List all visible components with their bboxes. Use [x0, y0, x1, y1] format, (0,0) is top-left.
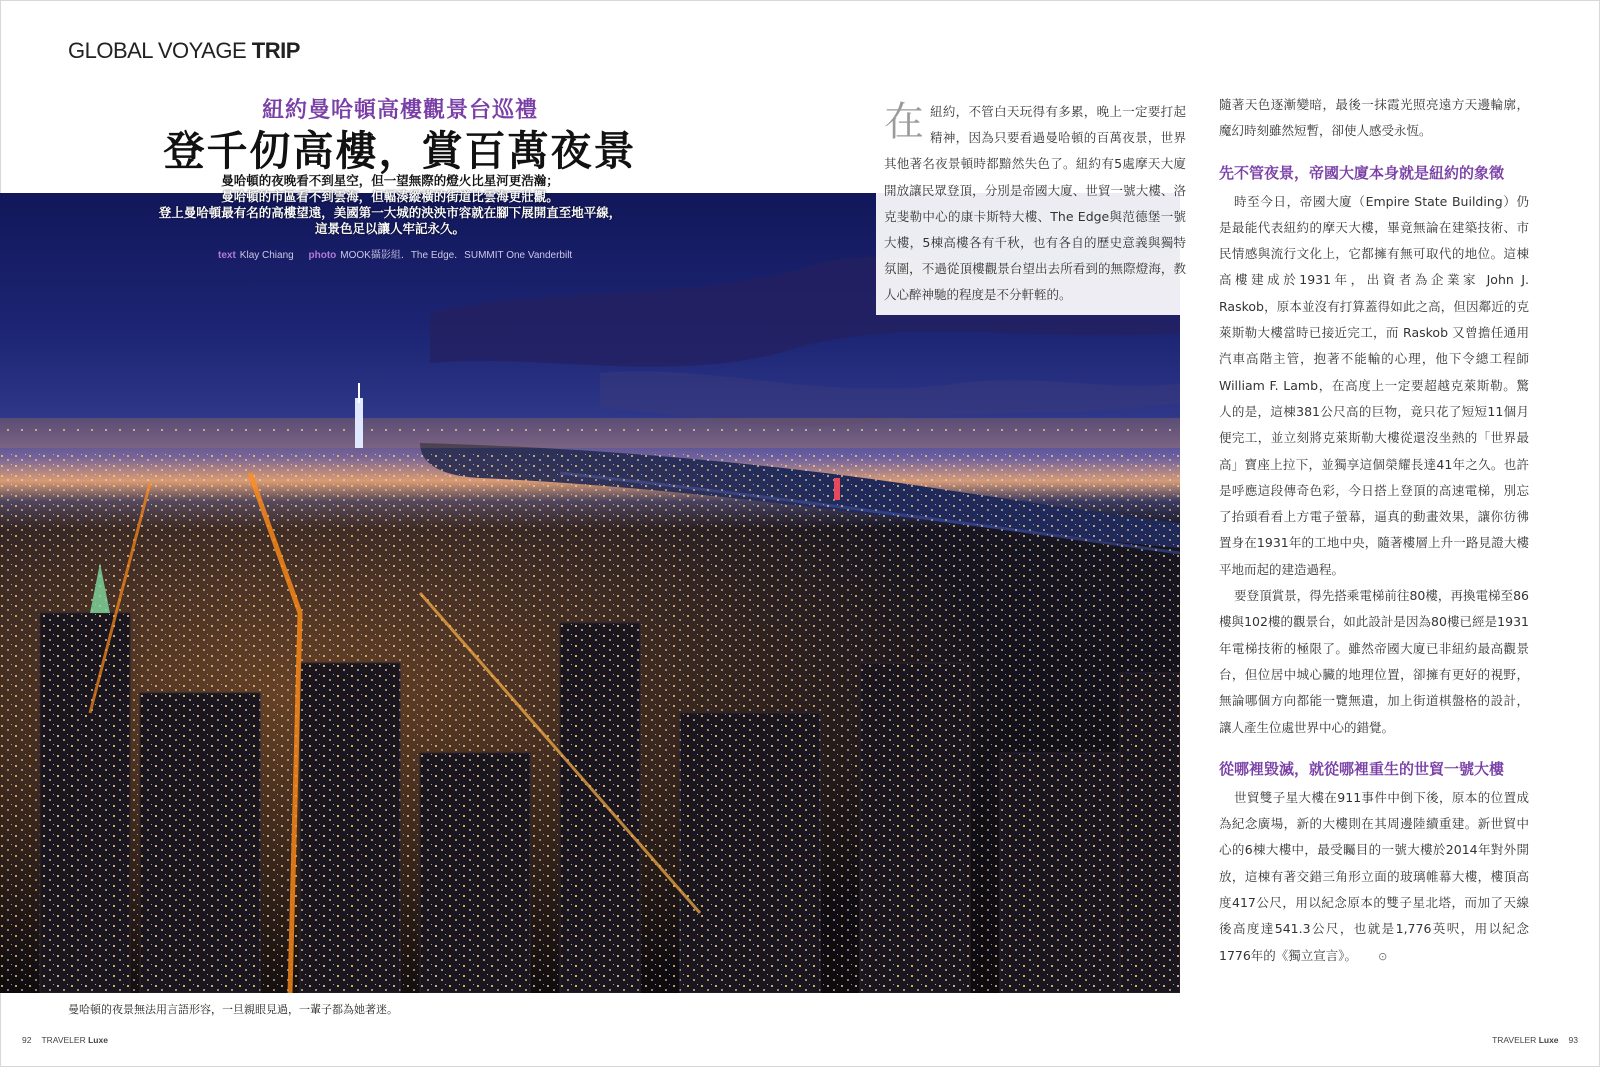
brand-light: GLOBAL VOYAGE: [68, 38, 247, 63]
paragraph-1: 隨著天色逐漸變暗，最後一抹霞光照亮遠方天邊輪廓，魔幻時刻雖然短暫，卻使人感受永恆。: [1219, 97, 1529, 139]
deck-line-3: 登上曼哈頓最有名的高樓望遠，美國第一大城的泱泱市容就在腳下展開直至地平線，: [158, 205, 622, 220]
magazine-name-right: TRAVELER Luxe: [1492, 1035, 1559, 1045]
credit-photo-label: photo: [308, 250, 337, 261]
deck-line-4: 這景色足以讓人牢記永久。: [314, 221, 465, 236]
subheading-empire-state: 先不管夜景，帝國大廈本身就是紐約的象徵: [1219, 163, 1505, 182]
section-brand: [68, 38, 300, 64]
credit-text-label: text: [218, 250, 236, 261]
paragraph-4: [1219, 785, 1529, 970]
intro-paragraph: [884, 99, 1186, 309]
deck-line-2: 曼哈頓的市區看不到雲海，但輻湊縱橫的街道比雲海更壯觀。: [221, 189, 559, 204]
intro-text: 紐約，不管白天玩得有多累，晚上一定要打起精神，因為只要看過曼哈頓的百萬夜景，世界其他著名夜景頓時都黯然失色了。紐約有5處摩天大廈開放讓民眾登頂，分別是帝國大廈、世貿一號大樓、洛克斐勒中心的康卡斯特大樓、The Edge與范德堡一號大樓，5棟高樓各有千秋，也有各自的歷史意義與獨特氛圍，不過從頂樓觀景台望出去所看到的無際燈海，教人心醉神馳的程度是不分軒輊的。: [884, 104, 1186, 303]
title-block: [100, 93, 700, 173]
kicker: 紐約曼哈頓高樓觀景台巡禮: [261, 98, 538, 123]
subheading-one-wtc: 從哪裡毀滅，就從哪裡重生的世貿一號大樓: [1219, 759, 1505, 778]
headline: 登千仞高樓，賞百萬夜景: [163, 127, 637, 175]
page-number-left: 92: [22, 1035, 32, 1045]
paragraph-3: 要登頂賞景，得先搭乘電梯前往80樓，再換電梯至86樓與102樓的觀景台，如此設計是因為80樓已經是1931年電梯技術的極限了。雖然帝國大廈已非紐約最高觀景台，但位居中城心臟的地理位置，卻擁有更好的視野，無論哪個方向都能一覽無遺，加上街道棋盤格的設計，讓人產生位處世界中心的錯覺。: [1219, 588, 1529, 735]
right-column: [1219, 92, 1529, 970]
credits: [218, 246, 584, 261]
end-mark-icon: ⊙: [1378, 949, 1388, 963]
credit-photo-name: MOOK攝影組．The Edge．SUMMIT One Vanderbilt: [340, 250, 573, 261]
paragraph-2: 時至今日，帝國大廈（Empire State Building）仍是最能代表紐約的摩天大樓，畢竟無論在建築技術、市民情感與流行文化上，它都擁有無可取代的地位。這棟高樓建成於1931年，出資者為企業家 John J. Raskob，原本並沒有打算蓋得如此之高，但因鄰近的克萊斯勒大樓當時已接近完工，而 Raskob 又曾擔任通用汽車高階主管，抱著不能輸的心理，他下令總工程師 William F. Lamb，在高度上一定要超越克萊斯勒。驚人的是，這棟381公尺高的巨物，竟只花了短短11個月便完工，並立刻將克萊斯勒大樓從還沒坐熱的「世界最高」寶座上拉下，並獨享這個榮耀長達41年之久。也許是呼應這段傳奇色彩，今日搭上登頂的高速電梯，別忘了抬頭看看上方電子螢幕，逼真的動畫效果，讓你彷彿置身在1931年的工地中央，隨著樓層上升一路見證大樓平地而起的建造過程。: [1219, 193, 1529, 577]
intro-column: [876, 93, 1194, 315]
deck-line-1: 曼哈頓的夜晚看不到星空，但一望無際的燈火比星河更浩瀚；: [221, 173, 559, 188]
page-number-right: 93: [1568, 1035, 1578, 1045]
magazine-name-left: TRAVELER Luxe: [41, 1035, 108, 1045]
folio-right: [1492, 1035, 1578, 1045]
paragraph-4-text: 世貿雙子星大樓在911事件中倒下後，原本的位置成為紀念廣場，新的大樓則在其周邊陸續重建。新世貿中心的6棟大樓中，最受矚目的一號大樓於2014年對外開放，這棟有著交錯三角形立面的玻璃帷幕大樓，樓頂高度417公尺，用以紀念原本的雙子星北塔，而加了天線後高度達541.3公尺，也就是1,776英呎，用以紀念1776年的《獨立宣言》。: [1219, 789, 1529, 963]
brand-bold: TRIP: [251, 38, 300, 63]
folio-left: [22, 1035, 108, 1045]
dropcap: 在: [884, 99, 924, 145]
photo-caption: 曼哈頓的夜景無法用言語形容，一旦親眼見過，一輩子都為她著迷。: [68, 1003, 398, 1016]
deck: [120, 173, 660, 237]
credit-text-name: Klay Chiang: [239, 250, 294, 261]
